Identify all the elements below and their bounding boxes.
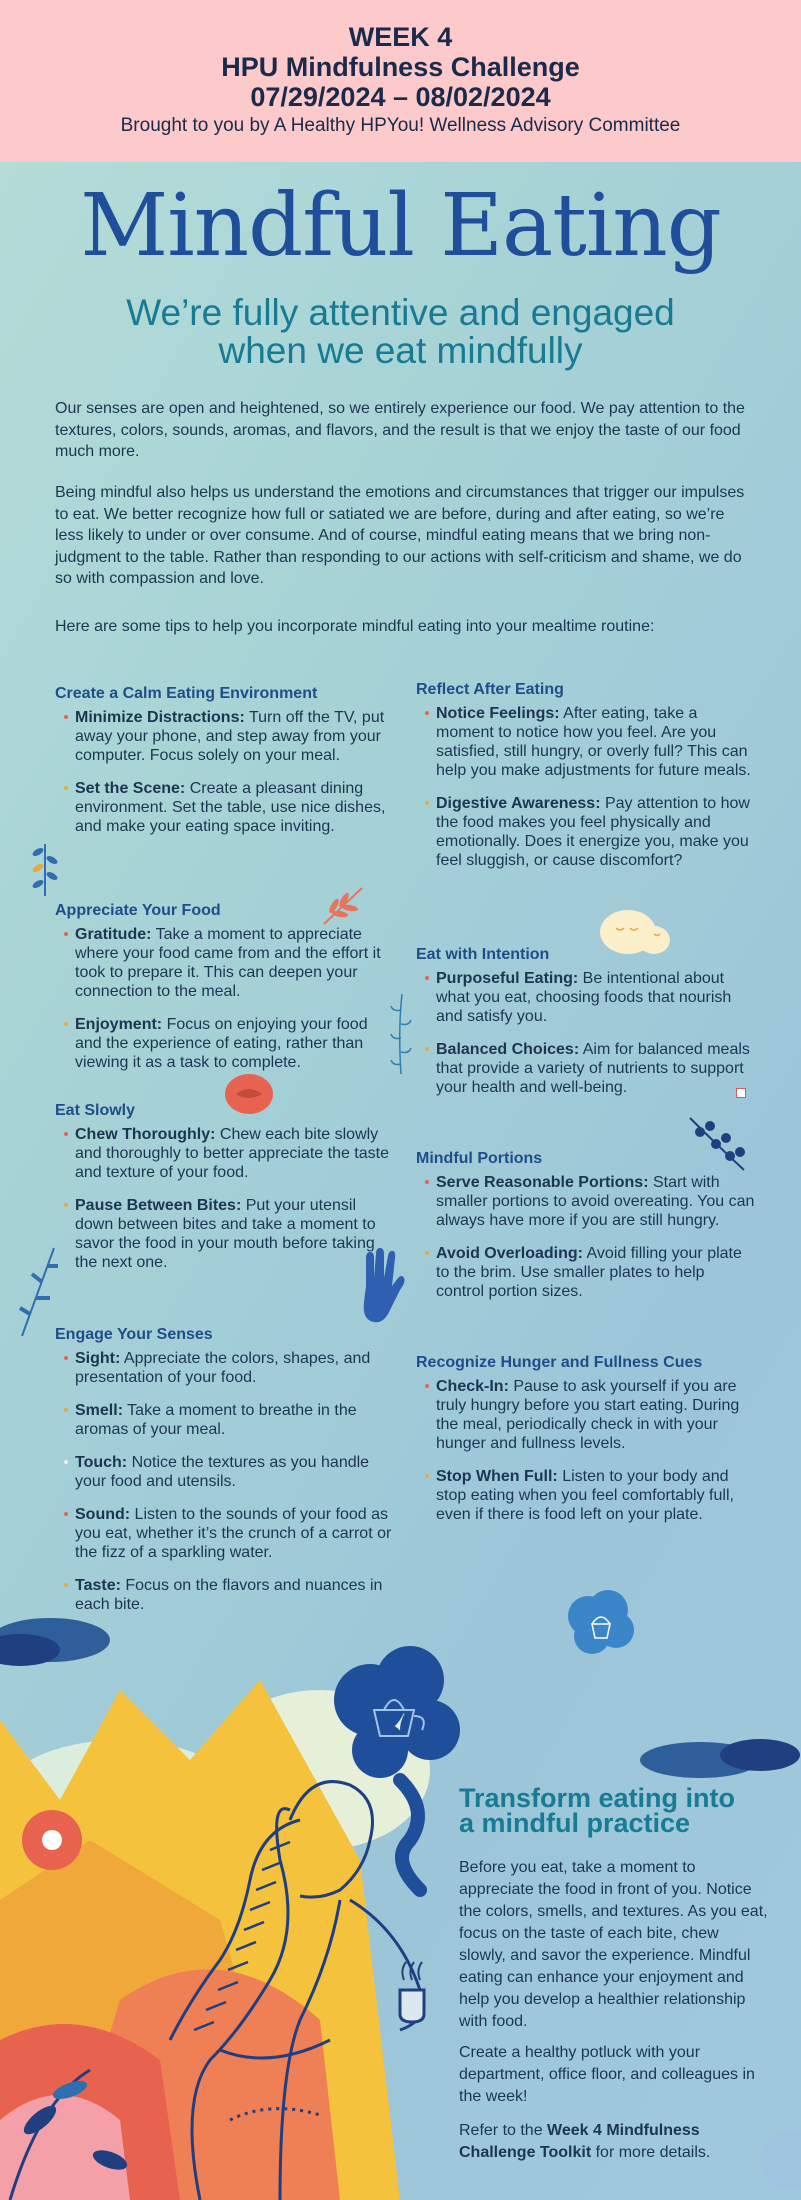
- tip-item: [416, 794, 756, 870]
- tall-leaf-icon: [16, 1244, 60, 1340]
- tip-item: [55, 1125, 395, 1182]
- tip-term: Sound:: [75, 1506, 131, 1523]
- tip-text: Take a moment to breathe in the aromas of your meal.: [75, 1402, 357, 1438]
- subtitle-line-2: when we eat mindfully: [218, 330, 583, 371]
- transform-heading-line-2: a mindful practice: [459, 1808, 691, 1838]
- header-banner: [0, 0, 801, 162]
- toolkit-prefix: Refer to the: [459, 2122, 548, 2139]
- tip-term: Digestive Awareness:: [436, 795, 601, 812]
- toolkit-name: Week 4 Mindfulness Challenge Toolkit: [459, 2122, 700, 2161]
- tip-term: Chew Thoroughly:: [75, 1126, 216, 1143]
- leaf-sprig-icon: [28, 838, 62, 898]
- transform-heading: [459, 1783, 779, 1838]
- tip-list: [55, 1125, 395, 1272]
- tip-text: Appreciate the colors, shapes, and presentation of your food.: [75, 1350, 371, 1386]
- bullet-dot-icon: [64, 1512, 68, 1516]
- tip-section-reflect-after: [416, 680, 756, 884]
- bullet-dot-icon: [64, 1203, 68, 1207]
- tip-text: Be intentional about what you eat, choosing foods that nourish and satisfy you.: [436, 970, 732, 1025]
- tip-text: Focus on enjoying your food and the experience of eating, rather than viewing it as a task to complete.: [75, 1016, 368, 1071]
- tip-section-appreciate-food: [55, 901, 395, 1086]
- tip-item: [55, 779, 395, 836]
- tip-list: [55, 708, 395, 836]
- section-heading: Eat with Intention: [416, 946, 550, 963]
- tip-section-eat-intention: [416, 945, 756, 1111]
- tip-item: [55, 1015, 395, 1072]
- toolkit-suffix: for more details.: [591, 2144, 711, 2161]
- bullet-dot-icon: [425, 1384, 429, 1388]
- tip-text: Pause to ask yourself if you are truly hungry before you start eating. During the meal, periodically check in with your hunger and fullness levels.: [436, 1378, 740, 1452]
- page-subtitle: [0, 294, 801, 370]
- tip-item: [416, 704, 756, 780]
- tip-term: Avoid Overloading:: [436, 1245, 583, 1262]
- bullet-dot-icon: [425, 711, 429, 715]
- tip-text: Create a pleasant dining environment. Set the table, use nice dishes, and make your eating space inviting.: [75, 780, 386, 835]
- tip-text: Start with smaller portions to avoid overeating. You can always have more if you are still hungry.: [436, 1174, 755, 1229]
- bullet-dot-icon: [425, 1251, 429, 1255]
- tip-item: [416, 969, 756, 1026]
- tip-text: Chew each bite slowly and thoroughly to better appreciate the taste and texture of your food.: [75, 1126, 389, 1181]
- subtitle-line-1: We’re fully attentive and engaged: [126, 292, 675, 333]
- tip-term: Check-In:: [436, 1378, 509, 1395]
- tip-item: [55, 1453, 395, 1491]
- lips-icon: [224, 1072, 274, 1116]
- tip-item: [55, 1196, 395, 1272]
- tip-list: [55, 1349, 395, 1614]
- tip-term: Serve Reasonable Portions:: [436, 1174, 649, 1191]
- transform-paragraph-1: Before you eat, take a moment to appreciate the food in front of you. Notice the colors, smells, and textures. As you eat, focus on the taste of each bite, chew slowly, and savor the experience. Mindful eating can enhance your enjoyment and help you develop a healthier relationship with food.: [459, 1859, 768, 2030]
- intro-paragraph-2: Being mindful also helps us understand the emotions and circumstances that trigger our impulses to eat. We better recognize how full or satiated we are before, during and after eating, so we’re less likely to under or over consume. And of course, mindful eating means that we bring non-judgment to the table. Rather than responding to our actions with self-criticism and shame, we do so with compassion and love.: [55, 484, 745, 587]
- tip-item: [416, 1377, 756, 1453]
- tip-text: Listen to the sounds of your food as you eat, whether it’s the crunch of a carrot or the fizz of a sparkling water.: [75, 1506, 392, 1561]
- blue-glove-icon: [354, 1246, 406, 1326]
- tip-text: Take a moment to appreciate where your food came from and the effort it took to prepare it. This can deepen your connection to the meal.: [75, 926, 381, 1000]
- bullet-dot-icon: [64, 715, 68, 719]
- week-label: WEEK 4: [348, 22, 453, 52]
- tip-text: Avoid filling your plate to the brim. Use smaller plates to help control portion sizes.: [436, 1245, 742, 1300]
- challenge-dates: 07/29/2024 – 08/02/2024: [250, 82, 551, 112]
- section-heading: Eat Slowly: [55, 1102, 136, 1119]
- tip-item: [55, 1349, 395, 1387]
- tip-text: Turn off the TV, put away your phone, and step away from your computer. Focus solely on your meal.: [75, 709, 385, 764]
- bullet-dot-icon: [64, 1460, 68, 1464]
- section-heading: Create a Calm Eating Environment: [55, 685, 318, 702]
- challenge-name: HPU Mindfulness Challenge: [221, 52, 580, 82]
- tip-item: [55, 1401, 395, 1439]
- tip-term: Balanced Choices:: [436, 1041, 580, 1058]
- bullet-dot-icon: [64, 786, 68, 790]
- bullet-dot-icon: [425, 1180, 429, 1184]
- tip-list: [416, 969, 756, 1097]
- transform-paragraph-2: Create a healthy potluck with your department, office floor, and colleagues in the week!: [459, 2044, 755, 2105]
- bullet-dot-icon: [64, 1356, 68, 1360]
- bullet-dot-icon: [64, 932, 68, 936]
- transform-heading-line-1: Transform eating into: [459, 1783, 736, 1813]
- tip-term: Minimize Distractions:: [75, 709, 245, 726]
- tip-item: [416, 1244, 756, 1301]
- bullet-dot-icon: [425, 1474, 429, 1478]
- tip-term: Enjoyment:: [75, 1016, 163, 1033]
- bullet-dot-icon: [64, 1408, 68, 1412]
- transform-paragraph-3: [459, 2120, 769, 2164]
- section-heading: Engage Your Senses: [55, 1326, 213, 1343]
- tip-section-eat-slowly: [55, 1101, 395, 1286]
- tip-section-engage-senses: [55, 1325, 395, 1628]
- fern-icon: [388, 990, 414, 1076]
- tip-text: Notice the textures as you handle your food and utensils.: [75, 1454, 370, 1490]
- speech-bubble-icon: [598, 906, 672, 964]
- small-square-mark: [736, 1088, 746, 1098]
- section-heading: Appreciate Your Food: [55, 902, 221, 919]
- tip-text: After eating, take a moment to notice how you feel. Are you satisfied, still hungry, or overly full? This can help you make adjustments for future meals.: [436, 705, 751, 779]
- tip-term: Notice Feelings:: [436, 705, 560, 722]
- tip-text: Put your utensil down between bites and take a moment to savor the food in your mouth before taking the next one.: [75, 1197, 376, 1271]
- tip-item: [55, 1505, 395, 1562]
- tip-text: Listen to your body and stop eating when you feel comfortably full, even if there is food left on your plate.: [436, 1468, 734, 1523]
- tip-section-hunger-cues: [416, 1353, 756, 1538]
- tip-term: Smell:: [75, 1402, 124, 1419]
- tip-term: Purposeful Eating:: [436, 970, 579, 987]
- tip-term: Stop When Full:: [436, 1468, 558, 1485]
- section-heading: Recognize Hunger and Fullness Cues: [416, 1354, 703, 1371]
- tip-item: [416, 1173, 756, 1230]
- tip-term: Taste:: [75, 1577, 121, 1594]
- berry-branch-icon: [686, 1114, 748, 1174]
- tip-text: Aim for balanced meals that provide a variety of nutrients to support your health and well-being.: [436, 1041, 750, 1096]
- tip-term: Sight:: [75, 1350, 121, 1367]
- tip-text: Focus on the flavors and nuances in each bite.: [75, 1577, 383, 1613]
- bullet-dot-icon: [64, 1583, 68, 1587]
- bullet-dot-icon: [425, 1047, 429, 1051]
- tip-list: [416, 704, 756, 870]
- section-heading: Reflect After Eating: [416, 681, 564, 698]
- tip-item: [416, 1040, 756, 1097]
- intro-paragraph-3: Here are some tips to help you incorporate mindful eating into your mealtime routine:: [55, 618, 655, 635]
- orange-leaf-icon: [320, 884, 366, 928]
- tip-section-calm-environment: [55, 684, 395, 850]
- tip-item: [55, 708, 395, 765]
- bullet-dot-icon: [425, 801, 429, 805]
- page-title: Mindful Eating: [80, 176, 721, 276]
- tip-term: Gratitude:: [75, 926, 152, 943]
- tip-list: [416, 1173, 756, 1301]
- tip-list: [55, 925, 395, 1072]
- bullet-dot-icon: [64, 1022, 68, 1026]
- tip-term: Set the Scene:: [75, 780, 186, 797]
- tip-item: [416, 1467, 756, 1524]
- bullet-dot-icon: [64, 1132, 68, 1136]
- tip-item: [55, 925, 395, 1001]
- tip-term: Pause Between Bites:: [75, 1197, 242, 1214]
- tip-text: Pay attention to how the food makes you feel physically and emotionally. Does it energize you, make you feel sluggish, or cause discomfort?: [436, 795, 750, 869]
- bullet-dot-icon: [425, 976, 429, 980]
- intro-paragraph-1: Our senses are open and heightened, so we entirely experience our food. We pay attention to the textures, colors, sounds, aromas, and flavors, and the result is that we enjoy the taste of our food much more.: [55, 400, 745, 460]
- tip-list: [416, 1377, 756, 1524]
- tip-term: Touch:: [75, 1454, 128, 1471]
- section-heading: Mindful Portions: [416, 1150, 543, 1167]
- byline: Brought to you by A Healthy HPYou! Wellness Advisory Committee: [120, 115, 681, 136]
